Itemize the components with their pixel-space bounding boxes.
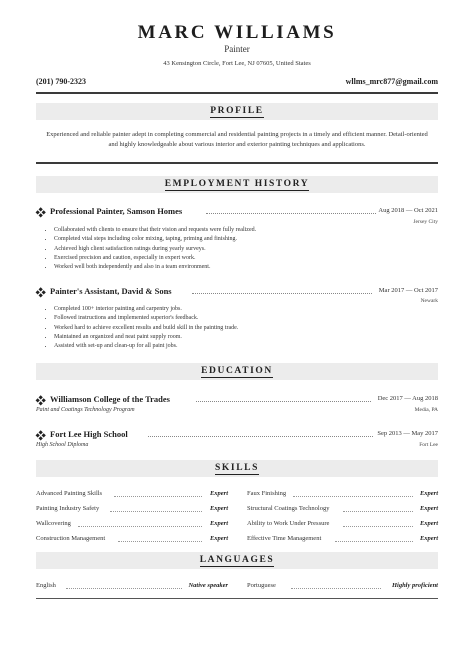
skill-name: Ability to Work Under Pressure <box>247 520 330 527</box>
email-address[interactable]: wllms_mrc877@gmail.com <box>345 77 438 86</box>
diamond-bullet-icon <box>36 431 45 440</box>
skills-heading: SKILLS <box>215 463 259 473</box>
job-location: Newark <box>420 298 438 304</box>
dotted-leader <box>196 401 371 402</box>
header-divider <box>36 92 438 94</box>
language-level: Native speaker <box>188 582 228 589</box>
dotted-leader <box>148 436 373 437</box>
candidate-address: 43 Kensington Circle, Fort Lee, NJ 07605, United States <box>163 60 311 67</box>
skill-level: Expert <box>209 520 228 527</box>
job-entry-header <box>36 206 438 218</box>
dotted-leader <box>192 293 372 294</box>
degree-name: High School Diploma <box>36 442 89 448</box>
education-location: Media, PA <box>414 407 438 413</box>
languages-heading-band <box>36 552 438 569</box>
skill-level: Expert <box>419 535 438 542</box>
contact-row <box>36 77 438 89</box>
skill-name: Wallcovering <box>36 520 71 527</box>
dotted-leader <box>110 511 202 512</box>
profile-text: Experienced and reliable painter adept in completing commercial and residential painting projects in a timely and efficient manner. Detail-oriented and highly knowledgeable about various interior and exterior painting techniques and applications. <box>46 131 428 148</box>
skill-row <box>247 520 438 530</box>
education-location: Fort Lee <box>419 442 438 448</box>
dotted-leader <box>118 541 202 542</box>
skill-level: Expert <box>419 520 438 527</box>
dotted-leader <box>343 526 413 527</box>
job-location: Jersey City <box>413 219 438 225</box>
list-item: • Worked hard to achieve excellent results and build skill in the painting trade. <box>54 324 238 333</box>
list-item: • Assisted with set-up and clean-up for all paint jobs. <box>54 342 238 351</box>
list-item: • Exercised precision and caution, especially in expert work. <box>54 254 256 263</box>
list-item: • Completed vital steps including color mixing, taping, priming and finishing. <box>54 235 256 244</box>
dotted-leader <box>78 526 202 527</box>
phone-number[interactable]: (201) 790-2323 <box>36 77 86 86</box>
education-entry-header <box>36 429 438 441</box>
dotted-leader <box>335 541 413 542</box>
skill-level: Expert <box>209 490 228 497</box>
skill-name: Structural Coatings Technology <box>247 505 330 512</box>
skill-name: Construction Management <box>36 535 106 542</box>
dotted-leader <box>206 213 376 214</box>
diamond-bullet-icon <box>36 288 45 297</box>
skill-level: Expert <box>209 505 228 512</box>
skill-row <box>36 535 228 545</box>
skill-level: Expert <box>419 490 438 497</box>
dotted-leader <box>343 511 413 512</box>
education-heading-band <box>36 363 438 380</box>
language-level: Highly proficient <box>391 582 438 589</box>
list-item: • Completed 100+ interior painting and carpentry jobs. <box>54 305 238 314</box>
language-name: English <box>36 582 56 589</box>
list-item: • Worked well both independently and also in a team environment. <box>54 263 256 272</box>
skill-name: Painting Industry Safety <box>36 505 100 512</box>
list-item: • Followed instructions and implemented superior's feedback. <box>54 314 238 323</box>
employment-heading-band <box>36 176 438 193</box>
job-dates: Aug 2018 — Oct 2021 <box>378 207 438 214</box>
skill-row <box>247 490 438 500</box>
skill-level: Expert <box>419 505 438 512</box>
dotted-leader <box>291 588 381 589</box>
profile-heading: PROFILE <box>210 106 264 116</box>
education-dates: Dec 2017 — Aug 2018 <box>377 395 438 402</box>
job-entry-header <box>36 286 438 298</box>
skill-name: Advanced Painting Skills <box>36 490 103 497</box>
education-dates: Sep 2013 — May 2017 <box>377 430 438 437</box>
languages-heading: LANGUAGES <box>199 555 275 565</box>
skill-name: Effective Time Management <box>247 535 322 542</box>
employment-heading: EMPLOYMENT HISTORY <box>164 179 310 189</box>
diamond-bullet-icon <box>36 208 45 217</box>
job-title: Painter's Assistant, David & Sons <box>50 286 172 296</box>
job-title: Professional Painter, Samson Homes <box>50 206 183 216</box>
job-bullet-list <box>46 226 256 272</box>
education-heading: EDUCATION <box>201 366 273 376</box>
language-row <box>247 582 438 592</box>
language-row <box>36 582 228 592</box>
education-entry-header <box>36 394 438 406</box>
skill-name: Faux Finishing <box>247 490 287 497</box>
degree-name: Paint and Coatings Technology Program <box>36 407 135 413</box>
dotted-leader <box>66 588 182 589</box>
skill-row <box>247 505 438 515</box>
profile-divider <box>36 162 438 164</box>
list-item: • Achieved high client satisfaction ratings during yearly surveys. <box>54 245 256 254</box>
skill-row <box>247 535 438 545</box>
job-dates: Mar 2017 — Oct 2017 <box>378 287 438 294</box>
school-name: Williamson College of the Trades <box>50 394 170 404</box>
candidate-title: Painter <box>224 44 250 54</box>
skill-row <box>36 505 228 515</box>
skills-heading-band <box>36 460 438 477</box>
list-item: • Maintained an organized and neat paint supply room. <box>54 333 238 342</box>
skill-row <box>36 490 228 500</box>
languages-divider <box>36 598 438 599</box>
candidate-name: MARC WILLIAMS <box>137 22 337 43</box>
dotted-leader <box>293 496 413 497</box>
list-item: • Collaborated with clients to ensure that their vision and requests were fully realized. <box>54 226 256 235</box>
skill-level: Expert <box>209 535 228 542</box>
language-name: Portuguese <box>247 582 276 589</box>
skill-row <box>36 520 228 530</box>
dotted-leader <box>114 496 202 497</box>
school-name: Fort Lee High School <box>50 429 128 439</box>
diamond-bullet-icon <box>36 396 45 405</box>
profile-heading-band <box>36 103 438 120</box>
job-bullet-list <box>46 305 238 351</box>
